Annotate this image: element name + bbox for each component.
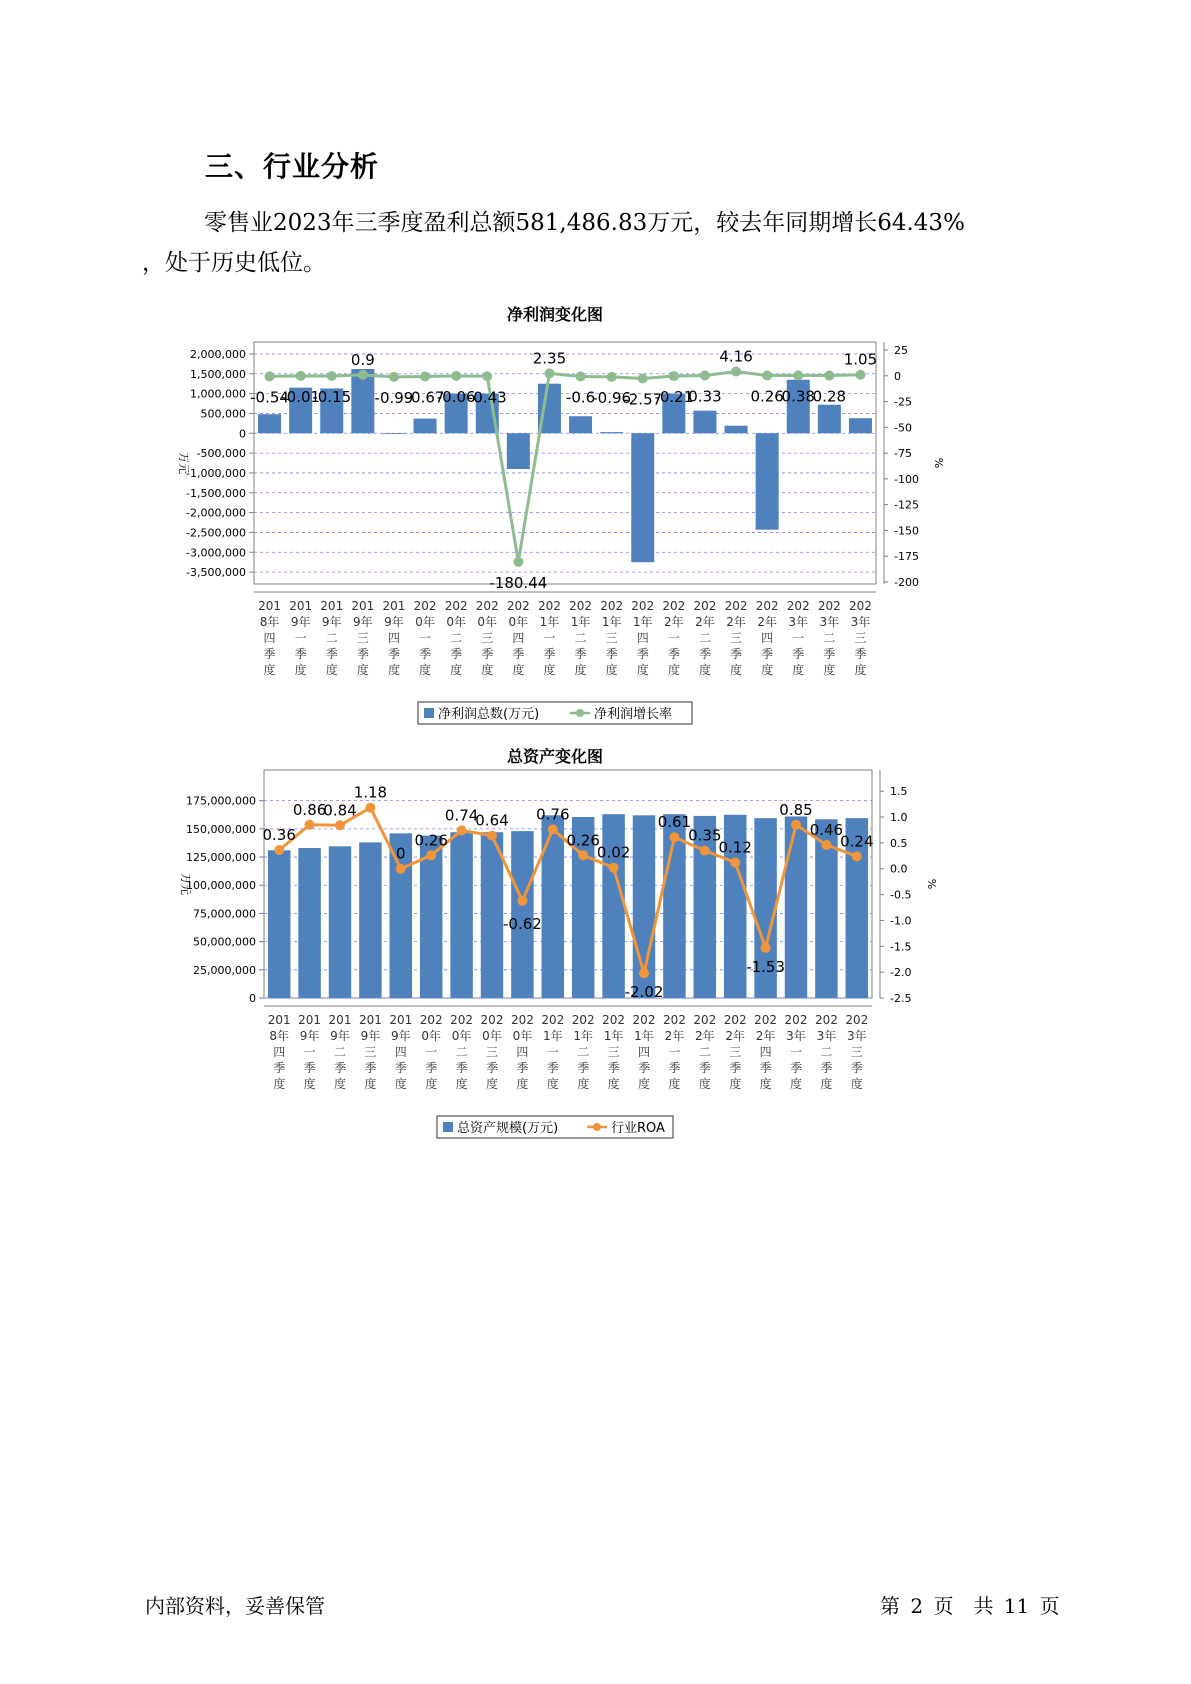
line-point	[548, 824, 558, 834]
y-tick-label: 175,000,000	[186, 794, 256, 808]
line-point	[669, 371, 679, 381]
data-label: -0.62	[502, 914, 542, 933]
line-point	[265, 371, 275, 381]
y-tick-label: 1,000,000	[190, 387, 246, 401]
data-label: 0.02	[596, 843, 631, 862]
x-tick-label: 201 9年一季度	[298, 1013, 322, 1091]
line-point	[609, 863, 619, 873]
line-point	[457, 825, 467, 835]
x-tick-label: 202 0年四季度	[510, 1013, 534, 1091]
bar	[600, 432, 623, 433]
x-tick-label: 201 8年四季度	[258, 599, 282, 677]
data-label: 0	[396, 844, 406, 863]
legend-bar-label: 净利润总数(万元)	[438, 707, 540, 722]
x-tick-label: 202 1年四季度	[632, 1013, 656, 1091]
x-tick-label: 202 2年二季度	[693, 1013, 717, 1091]
y2-tick-label: -0.5	[890, 888, 912, 902]
x-tick-label: 202 3年一季度	[786, 599, 810, 677]
plot-frame	[254, 342, 876, 584]
x-tick-label: 202 2年一季度	[662, 599, 686, 677]
data-label: -0.43	[467, 388, 507, 407]
y-tick-label: -1,000,000	[186, 466, 246, 480]
line-point	[365, 803, 375, 813]
bar	[569, 416, 592, 433]
x-tick-label: 202 1年二季度	[571, 1013, 595, 1091]
y2-tick-label: -25	[894, 395, 912, 409]
legend-bar-swatch	[443, 1122, 453, 1132]
total-assets-chart-svg	[0, 747, 1191, 1240]
x-tick-label: 201 9年二季度	[320, 599, 344, 677]
line-point	[482, 371, 492, 381]
x-tick-label: 202 2年三季度	[723, 1013, 747, 1091]
data-label: 0.85	[779, 800, 813, 819]
data-label: 0.38	[781, 387, 815, 406]
chart-root	[179, 747, 938, 1138]
bar	[329, 846, 351, 998]
line-point	[544, 368, 554, 378]
x-tick-label: 201 9年三季度	[358, 1013, 382, 1091]
y-tick-label: -1,500,000	[186, 486, 246, 500]
legend-bar-swatch	[424, 708, 434, 718]
x-tick-label: 202 0年四季度	[506, 599, 530, 677]
line-point	[327, 371, 337, 381]
x-tick-label: 202 2年四季度	[755, 599, 779, 677]
y2-tick-label: 1.0	[890, 811, 908, 825]
legend-bar-label: 总资产规模(万元)	[457, 1121, 559, 1136]
line-point	[761, 943, 771, 953]
paragraph-line-2: ，处于历史低位。	[142, 250, 326, 276]
legend-line-label: 行业ROA	[611, 1121, 665, 1136]
bar	[268, 850, 290, 998]
bar	[258, 414, 281, 433]
data-label: 0.24	[840, 832, 874, 851]
line-point	[576, 371, 586, 381]
data-label: -1.53	[746, 957, 786, 976]
y-tick-label: 0	[239, 427, 246, 441]
x-tick-label: 201 9年三季度	[351, 599, 375, 677]
x-tick-label: 202 1年四季度	[631, 599, 655, 677]
x-tick-label: 201 8年四季度	[267, 1013, 291, 1091]
line-point	[420, 372, 430, 382]
total-assets-chart	[0, 747, 1191, 1240]
x-tick-label: 202 3年二季度	[817, 599, 841, 677]
y2-axis-title: %	[932, 457, 945, 469]
x-tick-label: 202 0年一季度	[413, 599, 437, 677]
data-label: -2.02	[624, 983, 664, 1002]
section-heading: 三、行业分析	[205, 150, 380, 183]
line-point	[793, 370, 803, 380]
bar	[414, 419, 437, 434]
line-point	[638, 373, 648, 383]
data-label: 0.9	[350, 350, 375, 369]
chart-root	[177, 305, 945, 724]
x-tick-label: 202 3年三季度	[845, 1013, 869, 1091]
x-tick-label: 202 0年二季度	[444, 599, 468, 677]
data-label: -180.44	[489, 573, 548, 592]
line-point	[855, 370, 865, 380]
bar	[849, 418, 872, 433]
line-point	[274, 845, 284, 855]
x-tick-label: 202 0年三季度	[480, 1013, 504, 1091]
data-label: 0.74	[444, 806, 479, 825]
x-tick-label: 202 2年四季度	[754, 1013, 778, 1091]
data-label: -0.67	[405, 388, 445, 407]
line-point	[305, 820, 315, 830]
y2-tick-label: 0.5	[890, 836, 908, 850]
data-label: 0.26	[750, 387, 784, 406]
x-tick-label: 202 1年一季度	[541, 1013, 565, 1091]
line-point	[396, 864, 406, 874]
line-point	[296, 371, 306, 381]
data-label: 2.35	[532, 349, 567, 368]
y-tick-label: 150,000,000	[186, 822, 256, 836]
y2-tick-label: -100	[894, 472, 919, 486]
line-point	[852, 851, 862, 861]
chart-title: 总资产变化图	[506, 747, 604, 766]
x-tick-label: 202 3年一季度	[784, 1013, 808, 1091]
x-tick-label: 202 3年三季度	[848, 599, 872, 677]
bar	[725, 426, 748, 434]
y-tick-label: 25,000,000	[193, 963, 256, 977]
line-point	[389, 372, 399, 382]
y-axis-title: 万元	[179, 873, 192, 895]
y-tick-label: -2,000,000	[186, 506, 246, 520]
y2-tick-label: -175	[894, 550, 919, 564]
y2-tick-label: -125	[894, 498, 919, 512]
line-point	[639, 968, 649, 978]
bar	[382, 433, 405, 434]
y-tick-label: 1,500,000	[190, 367, 246, 381]
data-label: 0.35	[688, 826, 722, 845]
y-axis-title: 万元	[177, 452, 190, 474]
bar	[481, 832, 503, 998]
line-point	[731, 367, 741, 377]
y2-tick-label: -150	[894, 524, 919, 538]
net-profit-chart-svg	[0, 305, 1191, 766]
line-point	[451, 371, 461, 381]
data-label: 0.61	[657, 813, 692, 832]
x-tick-label: 202 0年一季度	[419, 1013, 443, 1091]
data-label: 0.33	[688, 387, 722, 406]
bar	[450, 832, 472, 998]
y-tick-label: 50,000,000	[193, 935, 256, 949]
line-point	[513, 557, 523, 567]
legend-line-marker	[576, 709, 584, 717]
line-point	[335, 820, 345, 830]
x-tick-label: 202 2年二季度	[693, 599, 717, 677]
legend-line-label: 净利润增长率	[594, 707, 673, 722]
bar	[507, 433, 530, 469]
bar	[359, 842, 381, 998]
data-label: -0.15	[312, 387, 352, 406]
y2-tick-label: -2.5	[890, 992, 912, 1005]
bar	[298, 848, 320, 998]
data-label: -0.54	[250, 388, 289, 407]
line-point	[358, 370, 368, 380]
data-label: -0.6	[565, 388, 596, 407]
legend	[418, 702, 692, 724]
y-tick-label: -2,500,000	[186, 526, 246, 540]
line-point	[824, 371, 834, 381]
data-label: 0.76	[536, 805, 570, 824]
y-tick-label: 500,000	[200, 407, 246, 421]
x-tick-label: 202 1年三季度	[602, 1013, 626, 1091]
y2-tick-label: 0.0	[890, 862, 908, 876]
y-tick-label: -3,000,000	[186, 546, 246, 560]
data-label: 0.28	[812, 387, 847, 406]
footer-page-number: 第 2 页 共 11 页	[880, 1594, 1060, 1618]
data-label: -0.21	[654, 388, 694, 407]
line-point	[517, 896, 527, 906]
y-tick-label: -3,500,000	[186, 566, 246, 580]
bar	[818, 405, 841, 434]
bar	[602, 814, 624, 998]
chart-title: 净利润变化图	[506, 305, 604, 324]
y2-tick-label: 25	[894, 344, 908, 358]
y2-tick-label: -50	[894, 421, 912, 435]
bar	[542, 815, 564, 998]
y2-tick-label: -2.0	[890, 966, 912, 980]
y-tick-label: 2,000,000	[190, 347, 246, 361]
y-tick-label: 100,000,000	[186, 879, 256, 893]
x-tick-label: 202 3年二季度	[814, 1013, 838, 1091]
data-label: 4.16	[719, 347, 753, 366]
paragraph-line-1: 零售业2023年三季度盈利总额581,486.83万元，较去年同期增长64.43%	[204, 210, 965, 236]
legend-line-marker	[593, 1123, 601, 1131]
bar	[693, 411, 716, 434]
x-tick-label: 202 0年三季度	[475, 599, 499, 677]
x-tick-label: 202 2年三季度	[724, 599, 748, 677]
data-label: 0.36	[262, 826, 296, 845]
line-point	[426, 850, 436, 860]
line-point	[669, 832, 679, 842]
bar	[785, 816, 807, 998]
y2-tick-label: -75	[894, 447, 912, 461]
y2-tick-label: 0	[894, 369, 901, 383]
y2-axis-title: %	[925, 878, 938, 890]
y-tick-label: 0	[249, 992, 256, 1005]
y2-tick-label: -1.5	[890, 940, 912, 954]
y-tick-label: 75,000,000	[193, 907, 256, 921]
data-label: 0.26	[566, 831, 600, 850]
line-point	[487, 831, 497, 841]
line-point	[730, 858, 740, 868]
line-point	[700, 846, 710, 856]
y2-tick-label: -1.0	[890, 914, 912, 928]
line-point	[700, 370, 710, 380]
data-label: 0.86	[292, 800, 327, 819]
data-label: 0.84	[323, 801, 357, 820]
x-tick-label: 201 9年一季度	[289, 599, 313, 677]
x-tick-label: 202 2年一季度	[662, 1013, 686, 1091]
y2-tick-label: -200	[894, 575, 919, 589]
line-point	[821, 840, 831, 850]
line-point	[607, 372, 617, 382]
data-label: 1.05	[843, 350, 878, 369]
data-label: 0.12	[718, 838, 752, 857]
bar	[631, 433, 654, 562]
bar	[756, 433, 779, 529]
x-tick-label: 201 9年二季度	[328, 1013, 352, 1091]
data-label: -2.57	[623, 390, 663, 409]
data-label: -0.99	[374, 388, 414, 407]
data-label: 0.26	[414, 831, 448, 850]
net-profit-chart	[0, 305, 1191, 766]
line-point	[578, 850, 588, 860]
x-tick-label: 202 1年三季度	[600, 599, 624, 677]
data-label: 0.64	[475, 811, 509, 830]
line-point	[762, 371, 772, 381]
data-label: -0.96	[592, 388, 632, 407]
y-tick-label: -500,000	[196, 447, 246, 461]
x-tick-label: 202 1年一季度	[537, 599, 561, 677]
x-tick-label: 202 0年二季度	[450, 1013, 474, 1091]
legend	[437, 1116, 673, 1138]
line-point	[791, 820, 801, 830]
footer-confidential: 内部资料，妥善保管	[145, 1594, 325, 1618]
y-tick-label: 125,000,000	[186, 851, 256, 865]
data-label: 0.46	[809, 820, 844, 839]
y2-tick-label: 1.5	[890, 785, 908, 799]
data-label: 1.18	[353, 783, 388, 802]
data-label: -0.06	[436, 387, 476, 406]
section-paragraph	[142, 203, 1082, 283]
x-tick-label: 201 9年四季度	[382, 599, 406, 677]
x-tick-label: 201 9年四季度	[389, 1013, 413, 1091]
data-label: -0.01	[281, 387, 321, 406]
x-tick-label: 202 1年二季度	[569, 599, 593, 677]
